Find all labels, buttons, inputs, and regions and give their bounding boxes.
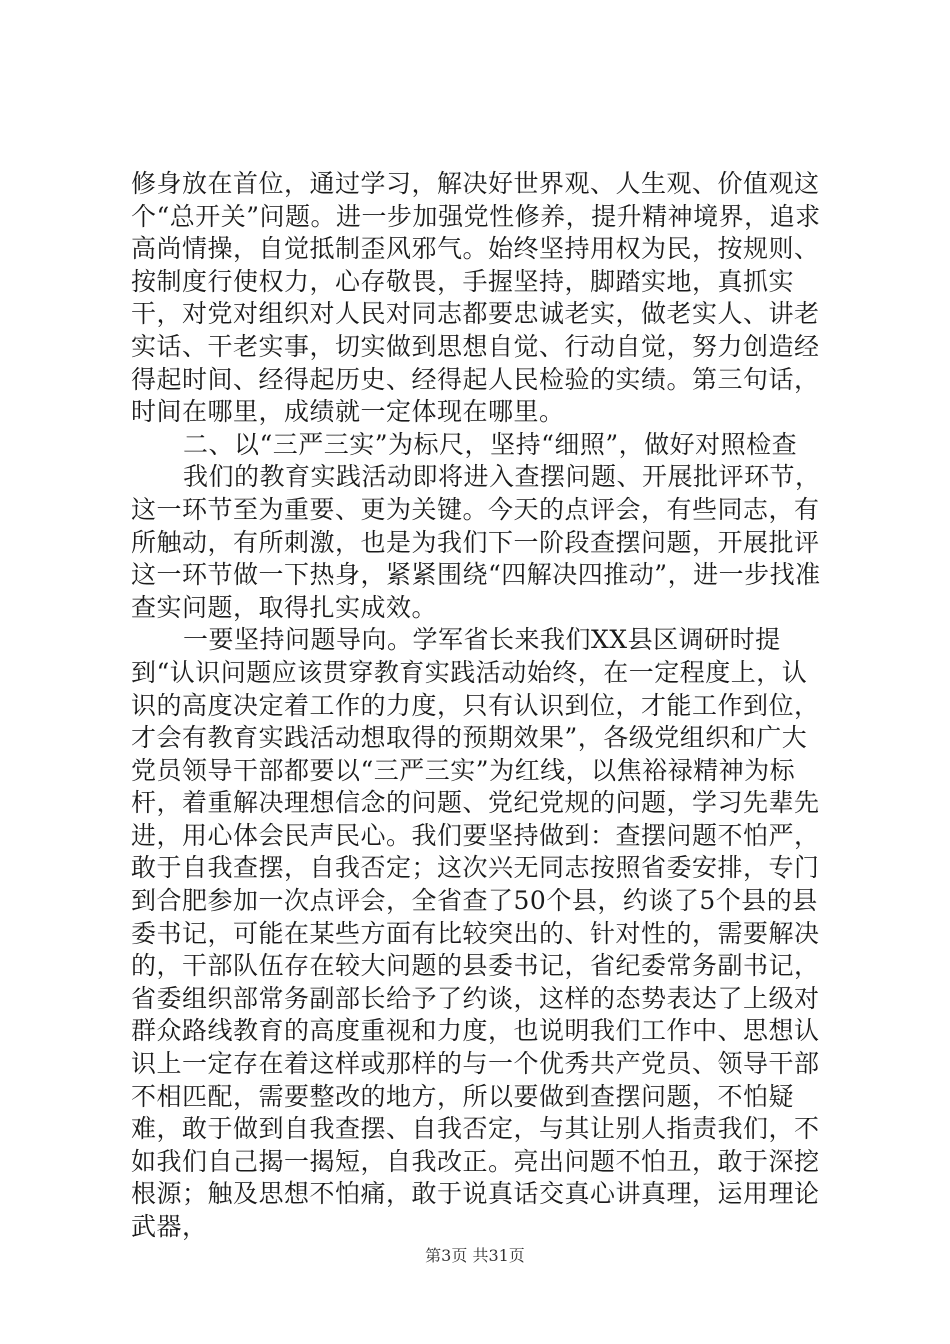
paragraph: 我们的教育实践活动即将进入查摆问题、开展批评环节，这一环节至为重要、更为关键。今天的点评会，有些同志，有所触动，有所刺激，也是为我们下一阶段查摆问题，开展批评这一环节做一下热身，紧紧围绕“四解决四推动”，进一步找准查实问题，取得扎实成效。 <box>131 462 821 622</box>
section-heading: 二、以“三严三实”为标尺，坚持“细照”，做好对照检查 <box>183 429 798 459</box>
page-number-footer: 第3页 共31页 <box>425 1246 525 1265</box>
paragraph: 一要坚持问题导向。学军省长来我们XX县区调研时提到“认识问题应该贯穿教育实践活动始终，在一定程度上，认识的高度决定着工作的力度，只有认识到位，才能工作到位，才会有教育实践活动想取得的预期效果”，各级党组织和广大党员领导干部都要以“三严三实”为红线，以焦裕禄精神为标杆，着重解决理想信念的问题、党纪党规的问题，学习先辈先进，用心体会民声民心。我们要坚持做到：查摆问题不怕严，敢于自我查摆，自我否定；这次兴无同志按照省委安排，专门到合肥参加一次点评会，全省查了50个县，约谈了5个县的县委书记，可能在某些方面有比较突出的、针对性的，需要解决的，干部队伍存在较大问题的县委书记，省纪委常务副书记，省委组织部常务副部长给予了约谈，这样的态势表达了上级对群众路线教育的高度重视和力度，也说明我们工作中、思想认识上一定存在着这样或那样的与一个优秀共产党员、领导干部不相匹配，需要整改的地方，所以要做到查摆问题，不怕疑难，敢于做到自我查摆、自我否定，与其让别人指责我们，不如我们自己揭一揭短，自我改正。亮出问题不怕丑，敢于深挖根源；触及思想不怕痛，敢于说真话交真心讲真理，运用理论武器， <box>131 625 820 1241</box>
document-body <box>131 168 825 1244</box>
paragraph-continuation: 修身放在首位，通过学习，解决好世界观、人生观、价值观这个“总开关”问题。进一步加强党性修养，提升精神境界，追求高尚情操，自觉抵制歪风邪气。始终坚持用权为民，按规则、按制度行使权力，心存敬畏，手握坚持，脚踏实地，真抓实干，对党对组织对人民对同志都要忠诚老实，做老实人、讲老实话、干老实事，切实做到思想自觉、行动自觉，努力创造经得起时间、经得起历史、经得起人民检验的实绩。第三句话，时间在哪里，成绩就一定体现在哪里。 <box>131 169 821 427</box>
